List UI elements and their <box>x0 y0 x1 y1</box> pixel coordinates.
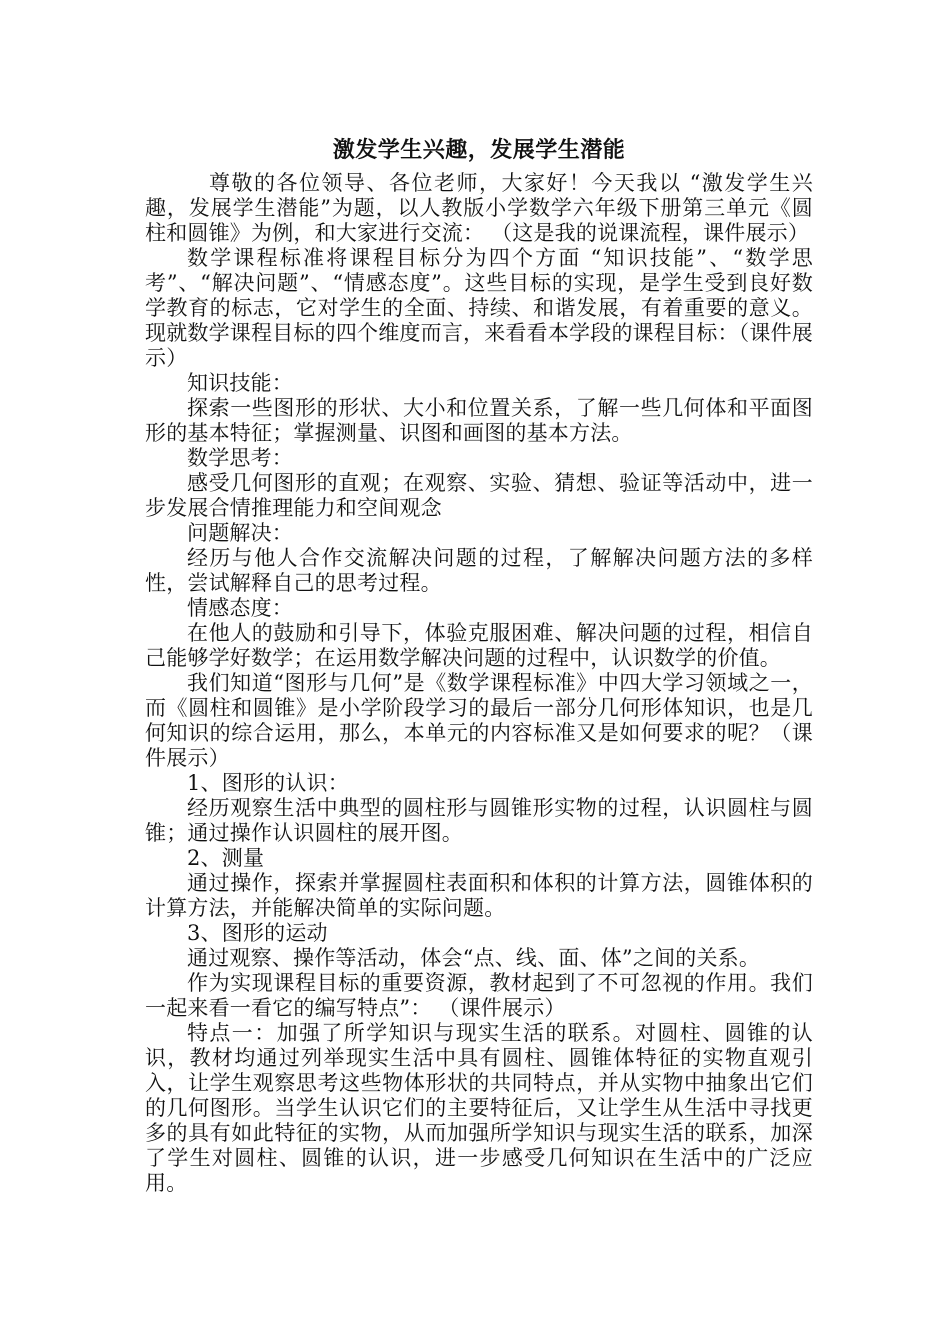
document-body <box>145 137 813 1196</box>
paragraph-knowledge-skills: 探索一些图形的形状、大小和位置关系，了解一些几何体和平面图形的基本特征；掌握测量、识图和画图的基本方法。 <box>145 396 813 445</box>
paragraph-math-thinking: 感受几何图形的直观；在观察、实验、猜想、验证等活动中，进一步发展合情推理能力和空间观念 <box>145 471 813 520</box>
paragraph-opening: 尊敬的各位领导、各位老师，大家好！今天我以 “激发学生兴趣，发展学生潜能”为题，以人教版小学数学六年级下册第三单元《圆柱和圆锥》为例，和大家进行交流： （这是我的说课流程，课件展示） <box>145 171 813 245</box>
heading-attitude: 情感态度： <box>187 596 293 620</box>
paragraph-shape-recognition: 经历观察生活中典型的圆柱形与圆锥形实物的过程，认识圆柱与圆锥；通过操作认识圆柱的展开图。 <box>145 796 813 845</box>
paragraph-feature-one: 特点一：加强了所学知识与现实生活的联系。对圆柱、圆锥的认识，教材均通过列举现实生活中具有圆柱、圆锥体特征的实物直观引入，让学生观察思考这些物体形状的共同特点，并从实物中抽象出它们的几何图形。当学生认识它们的主要特征后，又让学生从生活中寻找更多的具有如此特征的实物，从而加强所学知识与现实生活的联系，加深了学生对圆柱、圆锥的认识，进一步感受几何知识在生活中的广泛应用。 <box>145 1021 813 1195</box>
paragraph-measurement: 通过操作，探索并掌握圆柱表面积和体积的计算方法，圆锥体积的计算方法，并能解决简单的实际问题。 <box>145 871 813 920</box>
heading-shape-recognition: 1、图形的认识： <box>187 771 349 795</box>
paragraph-textbook-features: 作为实现课程目标的重要资源，教材起到了不可忽视的作用。我们一起来看一看它的编写特点”： （课件展示） <box>145 971 813 1020</box>
paragraph-geometry-domain: 我们知道“图形与几何”是《数学课程标准》中四大学习领域之一，而《圆柱和圆锥》是小学阶段学习的最后一部分几何形体知识，也是几何知识的综合运用，那么，本单元的内容标准又是如何要求的呢？（课件展示） <box>145 671 813 770</box>
heading-problem-solving: 问题解决： <box>187 521 293 545</box>
document-title: 激发学生兴趣，发展学生潜能 <box>332 138 626 163</box>
paragraph-shape-motion: 通过观察、操作等活动，体会“点、线、面、体”之间的关系。 <box>187 946 761 970</box>
paragraph-curriculum-goals: 数学课程标准将课程目标分为四个方面 “知识技能”、“数学思考”、“解决问题”、“情感态度”。这些目标的实现，是学生受到良好数学教育的标志，它对学生的全面、持续、和谐发展，有着重要的意义。现就数学课程目标的四个维度而言，来看看本学段的课程目标：（课件展示） <box>145 246 813 370</box>
paragraph-attitude: 在他人的鼓励和引导下，体验克服困难、解决问题的过程，相信自己能够学好数学；在运用数学解决问题的过程中，认识数学的价值。 <box>145 621 813 670</box>
heading-knowledge-skills: 知识技能： <box>187 371 293 395</box>
heading-math-thinking: 数学思考： <box>187 446 293 470</box>
heading-shape-motion: 3、图形的运动 <box>187 921 328 945</box>
paragraph-problem-solving: 经历与他人合作交流解决问题的过程，了解解决问题方法的多样性，尝试解释自己的思考过程。 <box>145 546 813 595</box>
heading-measurement: 2、测量 <box>187 846 265 870</box>
